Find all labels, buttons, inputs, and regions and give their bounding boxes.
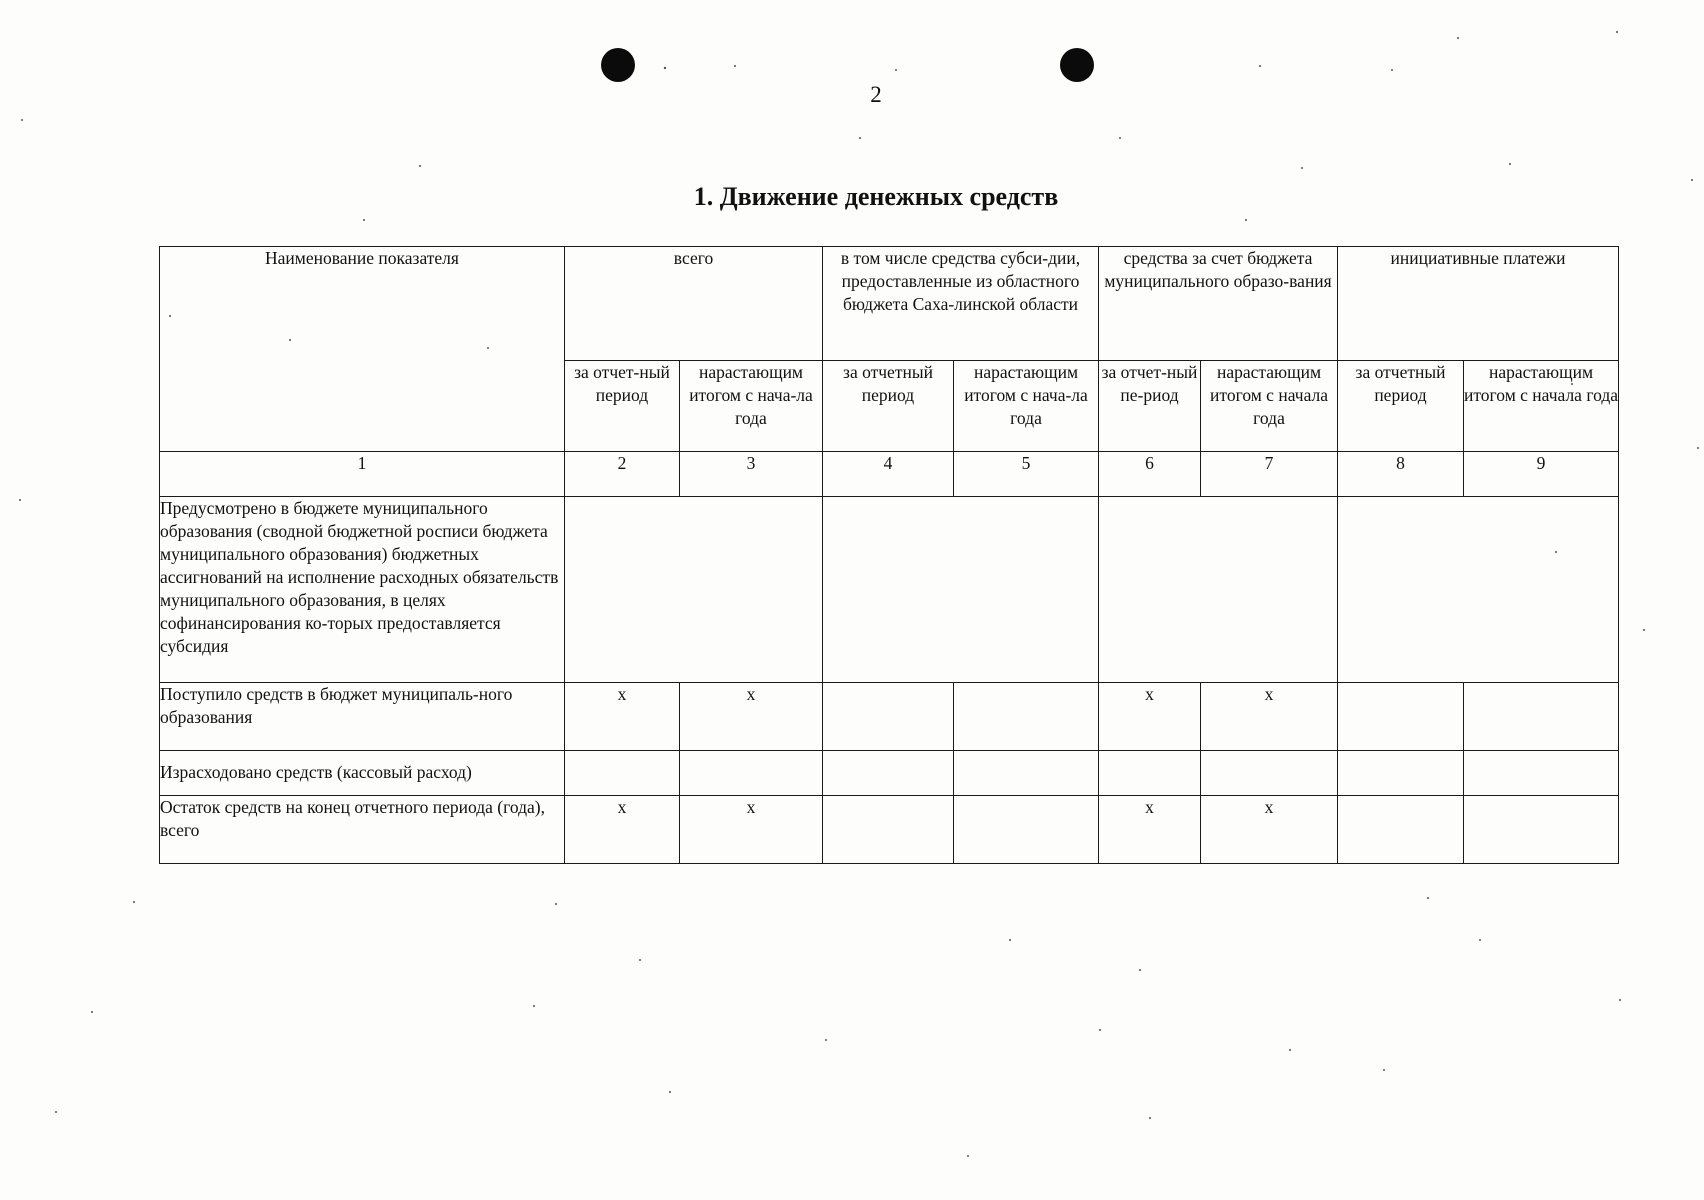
table-cell bbox=[1099, 497, 1338, 683]
table-cell bbox=[1338, 497, 1619, 683]
column-number-row bbox=[160, 452, 1619, 497]
table-cell: x bbox=[1099, 796, 1201, 864]
section-title: 1. Движение денежных средств bbox=[693, 182, 1059, 211]
row-label: Израсходовано средств (кассовый расход) bbox=[160, 751, 565, 796]
subheader-cumulative: нарастающим итогом с нача-ла года bbox=[680, 361, 823, 452]
table-cell bbox=[1464, 751, 1619, 796]
table-cell: x bbox=[680, 796, 823, 864]
column-number: 4 bbox=[823, 452, 954, 497]
table-cell bbox=[1464, 683, 1619, 751]
subheader-cumulative: нарастающим итогом с начала года bbox=[1201, 361, 1338, 452]
table-cell: x bbox=[680, 683, 823, 751]
subheader-cumulative: нарастающим итогом с нача-ла года bbox=[954, 361, 1099, 452]
row-label: Поступило средств в бюджет муниципаль-ного образования bbox=[160, 683, 565, 751]
table-cell bbox=[565, 751, 680, 796]
cash-flow-table bbox=[159, 246, 1619, 864]
table-cell bbox=[954, 751, 1099, 796]
table-cell bbox=[823, 683, 954, 751]
table-cell bbox=[823, 497, 1099, 683]
subheader-period: за отчет-ный пе-риод bbox=[1099, 361, 1201, 452]
table-cell bbox=[1338, 751, 1464, 796]
table-cell bbox=[680, 751, 823, 796]
row-label: Предусмотрено в бюджете муниципального образования (сводной бюджетной росписи бюджета муниципального образования) бюджетных ассигнований на исполнение расходных обязательств муниципального образования, в целях софинансирования ко-торых предоставляется субсидия bbox=[160, 497, 565, 683]
table-cell bbox=[954, 683, 1099, 751]
header-row-groups bbox=[160, 247, 1619, 361]
table-cell bbox=[1338, 683, 1464, 751]
table-cell: x bbox=[1099, 683, 1201, 751]
table-cell bbox=[1099, 751, 1201, 796]
header-group-municipal-budget: средства за счет бюджета муниципального образо-вания bbox=[1099, 247, 1338, 361]
table-row bbox=[160, 796, 1619, 864]
subheader-cumulative: нарастающим итогом с начала года bbox=[1464, 361, 1619, 452]
table-cell bbox=[565, 497, 823, 683]
table-cell bbox=[823, 796, 954, 864]
table-cell: x bbox=[1201, 683, 1338, 751]
header-group-total: всего bbox=[565, 247, 823, 361]
table-cell: x bbox=[565, 683, 680, 751]
header-indicator-name: Наименование показателя bbox=[160, 247, 565, 452]
column-number: 8 bbox=[1338, 452, 1464, 497]
column-number: 5 bbox=[954, 452, 1099, 497]
page-number: 2 bbox=[870, 82, 882, 107]
table-row bbox=[160, 751, 1619, 796]
subheader-period: за отчетный период bbox=[823, 361, 954, 452]
column-number: 3 bbox=[680, 452, 823, 497]
table-row bbox=[160, 497, 1619, 683]
header-group-initiative-payments: инициативные платежи bbox=[1338, 247, 1619, 361]
table-cell: x bbox=[1201, 796, 1338, 864]
column-number: 9 bbox=[1464, 452, 1619, 497]
table-cell bbox=[954, 796, 1099, 864]
column-number: 7 bbox=[1201, 452, 1338, 497]
header-group-regional-subsidy: в том числе средства субси-дии, предоставленные из областного бюджета Саха-линской области bbox=[823, 247, 1099, 361]
column-number: 2 bbox=[565, 452, 680, 497]
column-number: 6 bbox=[1099, 452, 1201, 497]
row-label: Остаток средств на конец отчетного периода (года), всего bbox=[160, 796, 565, 864]
column-number: 1 bbox=[160, 452, 565, 497]
table-cell bbox=[1201, 751, 1338, 796]
subheader-period: за отчет-ный период bbox=[565, 361, 680, 452]
subheader-period: за отчетный период bbox=[1338, 361, 1464, 452]
table-row bbox=[160, 683, 1619, 751]
table-cell: x bbox=[565, 796, 680, 864]
table-cell bbox=[1464, 796, 1619, 864]
table-cell bbox=[823, 751, 954, 796]
table-cell bbox=[1338, 796, 1464, 864]
